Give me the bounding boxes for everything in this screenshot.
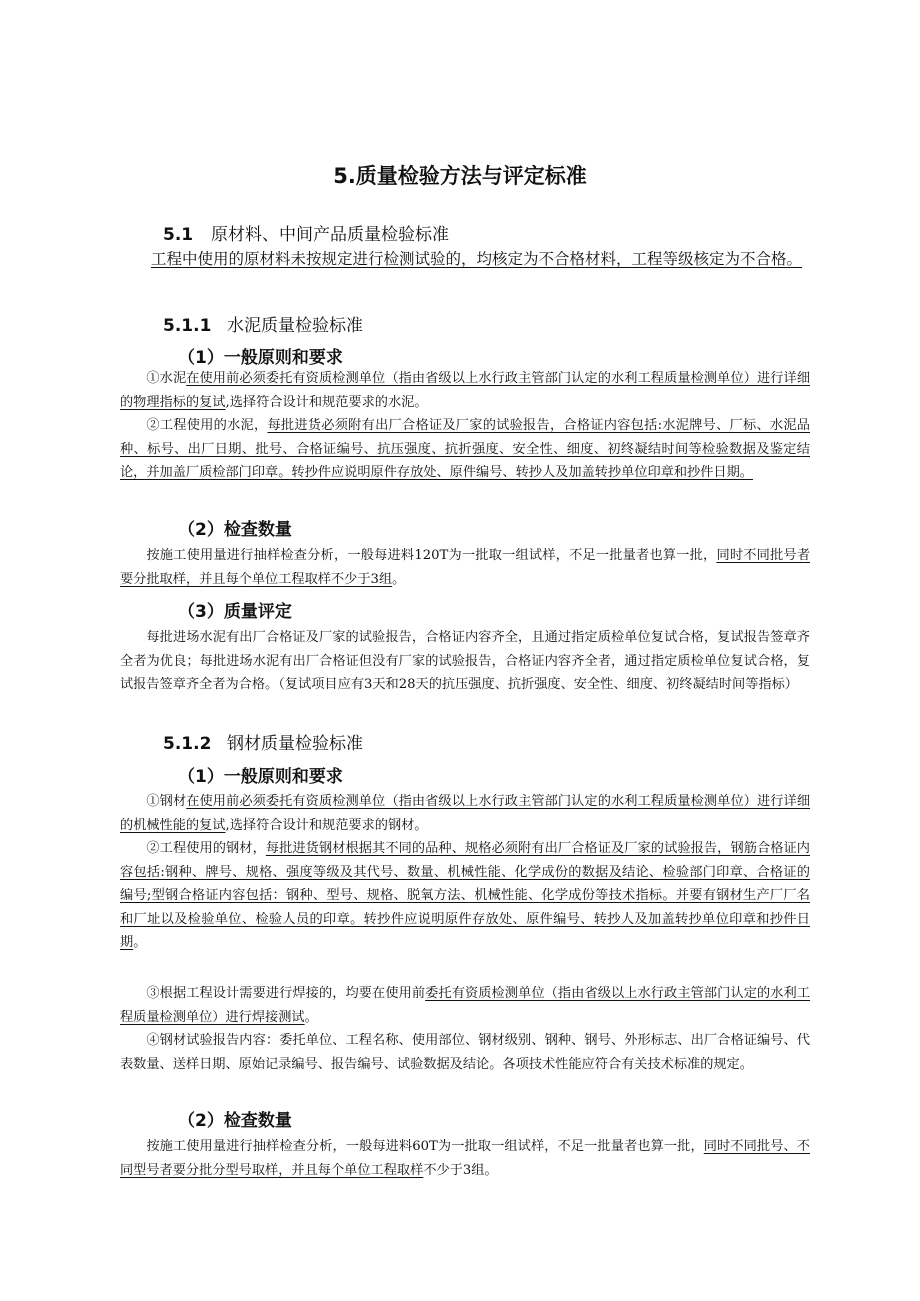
section-number: 5.1 <box>163 225 194 245</box>
subheading-inspection-quantity: （2）检查数量 <box>178 1111 292 1131</box>
subheading-general-principles: （1）一般原则和要求 <box>178 348 343 368</box>
section-number: 5.1.2 <box>163 734 212 754</box>
cement-evaluation-paragraph: 每批进场水泥有出厂合格证及厂家的试验报告，合格证内容齐全，且通过指定质检单位复试合格，复试报告签章齐全者为优良；每批进场水泥有出厂合格证但没有厂家的试验报告，合格证内容齐全者，通过指定质检单位复试合格，复试报告签章齐全者为合格。（复试项目应有3天和28天的抗压强度、抗折强度、安全性、细度、初终凝结时间等指标） <box>120 630 810 692</box>
page-title: 5.质量检验方法与评定标准 <box>333 164 587 188</box>
steel-paragraph-3: ③根据工程设计需要进行焊接的，均要在使用前委托有资质检测单位（指由省级以上水行政主管部门认定的水利工程质量检测单位）进行焊接测试。 <box>120 986 811 1025</box>
subheading-quality-evaluation: （3）质量评定 <box>178 602 292 622</box>
cement-paragraph-2: ②工程使用的水泥，每批进货必须附有出厂合格证及厂家的试验报告，合格证内容包括:水泥牌号、厂标、水泥品种、标号、出厂日期、批号、合格证编号、抗压强度、抗折强度、安全性、细度、初终凝结时间等检验数据及鉴定结论，并加盖厂质检部门印章。转抄件应说明原件存放处、原件编号、转抄人及加盖转抄单位印章和抄件日期。 <box>120 418 810 480</box>
section-title: 水泥质量检验标准 <box>227 316 363 336</box>
section-title: 原材料、中间产品质量检验标准 <box>211 225 449 245</box>
cement-paragraph-1: ①水泥在使用前必须委托有资质检测单位（指由省级以上水行政主管部门认定的水利工程质量检测单位）进行详细的物理指标的复试,选择符合设计和规范要求的水泥。 <box>120 371 811 410</box>
section-heading-5-1-2 <box>163 729 363 754</box>
steel-paragraph-1: ①钢材在使用前必须委托有资质检测单位（指由省级以上水行政主管部门认定的水利工程质量检测单位）进行详细的机械性能的复试,选择符合设计和规范要求的钢材。 <box>120 794 811 833</box>
cement-quantity-paragraph: 按施工使用量进行抽样检查分析，一般每进料120T为一批取一组试样，不足一批量者也算一批，同时不同批号者要分批取样，并且每个单位工程取样不少于3组。 <box>120 548 811 587</box>
section-number: 5.1.1 <box>163 316 212 336</box>
section-title: 钢材质量检验标准 <box>227 734 363 754</box>
intro-text: 工程中使用的原材料未按规定进行检测试验的，均核定为不合格材料，工程等级核定为不合格。 <box>151 250 803 268</box>
section-heading-5-1-1 <box>163 311 363 336</box>
steel-paragraph-2: ②工程使用的钢材，每批进货钢材根据其不同的品种、规格必须附有出厂合格证及厂家的试验报告，钢筋合格证内容包括:钢种、牌号、规格、强度等级及其代号、数量、机械性能、化学成份的数据及结论、检验部门印章、合格证的编号;型钢合格证内容包括：钢种、型号、规格、脱氧方法、机械性能、化学成份等技术指标。并要有钢材生产厂厂名和厂址以及检验单位、检验人员的印章。转抄件应说明原件存放处、原件编号、转抄人及加盖转抄单位印章和抄件日期。 <box>120 841 810 950</box>
steel-paragraph-4: ④钢材试验报告内容：委托单位、工程名称、使用部位、钢材级别、钢种、钢号、外形标志、出厂合格证编号、代表数量、送样日期、原始记录编号、报告编号、试验数据及结论。各项技术性能应符合有关技术标准的规定。 <box>120 1033 810 1072</box>
subheading-general-principles: （1）一般原则和要求 <box>178 767 343 787</box>
subheading-inspection-quantity: （2）检查数量 <box>178 520 292 540</box>
steel-quantity-paragraph: 按施工使用量进行抽样检查分析，一般每进料60T为一批取一组试样，不足一批量者也算一批，同时不同批号、不同型号者要分批分型号取样，并且每个单位工程取样不少于3组。 <box>120 1139 810 1178</box>
section-heading-5-1 <box>163 220 449 245</box>
intro-paragraph <box>120 246 810 273</box>
